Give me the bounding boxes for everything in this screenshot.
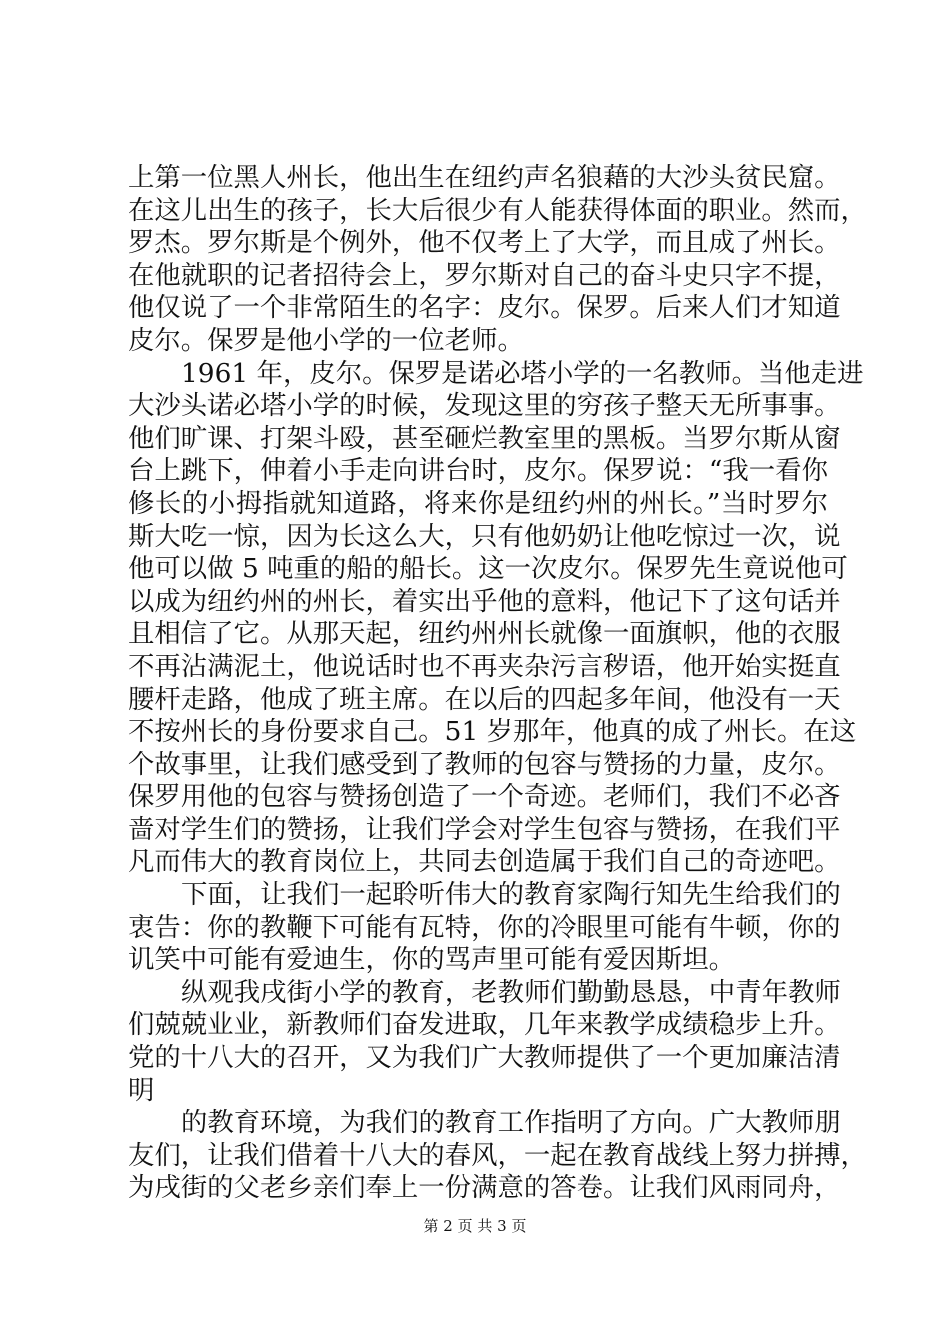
text-line: 以成为纽约州的州长，着实出乎他的意料，他记下了这句话并 xyxy=(128,585,841,617)
paragraph-first-line: 纵观我戌街小学的教育，老教师们勤勤恳恳，中青年教师 xyxy=(181,976,841,1008)
text-line: 罗杰。罗尔斯是个例外，他不仅考上了大学，而且成了州长。 xyxy=(128,227,841,259)
text-line: 他仅说了一个非常陌生的名字：皮尔。保罗。后来人们才知道 xyxy=(128,292,841,324)
text-line: 保罗用他的包容与赞扬创造了一个奇迹。老师们，我们不必吝 xyxy=(128,781,841,813)
paragraph-first-line: 1961 年，皮尔。保罗是诺必塔小学的一名教师。当他走进 xyxy=(181,357,864,389)
text-line: 斯大吃一惊，因为长这么大，只有他奶奶让他吃惊过一次，说 xyxy=(128,520,841,552)
text-line: 党的十八大的召开，又为我们广大教师提供了一个更加廉洁清 xyxy=(128,1042,841,1074)
paragraph-first-line: 下面，让我们一起聆听伟大的教育家陶行知先生给我们的 xyxy=(181,879,841,911)
text-line: 腰杆走路，他成了班主席。在以后的四起多年间，他没有一天 xyxy=(128,683,841,715)
text-line: 大沙头诺必塔小学的时候，发现这里的穷孩子整天无所事事。 xyxy=(128,390,841,422)
text-line: 明 xyxy=(128,1074,155,1106)
text-line: 皮尔。保罗是他小学的一位老师。 xyxy=(128,324,524,356)
text-line: 修长的小拇指就知道路，将来你是纽约州的州长。”当时罗尔 xyxy=(128,487,828,519)
text-line: 凡而伟大的教育岗位上，共同去创造属于我们自己的奇迹吧。 xyxy=(128,846,841,878)
text-line: 讥笑中可能有爱迪生，你的骂声里可能有爱因斯坦。 xyxy=(128,944,735,976)
text-line: 个故事里，让我们感受到了教师的包容与赞扬的力量，皮尔。 xyxy=(128,748,841,780)
text-line: 不再沾满泥土，他说话时也不再夹杂污言秽语，他开始实挺直 xyxy=(128,650,841,682)
text-line: 上第一位黑人州长，他出生在纽约声名狼藉的大沙头贫民窟。 xyxy=(128,162,841,193)
text-line: 在这儿出生的孩子，长大后很少有人能获得体面的职业。然而， xyxy=(128,194,867,226)
text-line: 他可以做 5 吨重的船的船长。这一次皮尔。保罗先生竟说他可 xyxy=(128,553,848,585)
text-line: 不按州长的身份要求自己。51 岁那年，他真的成了州长。在这 xyxy=(128,716,857,748)
text-line: 们兢兢业业，新教师们奋发进取，几年来教学成绩稳步上升。 xyxy=(128,1009,841,1041)
text-line: 啬对学生们的赞扬，让我们学会对学生包容与赞扬，在我们平 xyxy=(128,813,841,845)
page-footer: 第 2 页 共 3 页 xyxy=(423,1217,527,1235)
text-line: 为戌街的父老乡亲们奉上一份满意的答卷。让我们风雨同舟， xyxy=(128,1172,841,1204)
text-line: 台上跳下，伸着小手走向讲台时，皮尔。保罗说：“我一看你 xyxy=(128,455,828,487)
text-line: 他们旷课、打架斗殴，甚至砸烂教室里的黑板。当罗尔斯从窗 xyxy=(128,422,841,454)
document-body xyxy=(128,162,867,1205)
paragraph-first-line: 的教育环境，为我们的教育工作指明了方向。广大教师朋 xyxy=(181,1107,841,1139)
text-line: 衷告：你的教鞭下可能有瓦特，你的冷眼里可能有牛顿，你的 xyxy=(128,911,841,943)
text-line: 友们，让我们借着十八大的春风，一起在教育战线上努力拼搏， xyxy=(128,1139,867,1171)
text-line: 在他就职的记者招待会上，罗尔斯对自己的奋斗史只字不提， xyxy=(128,259,841,291)
text-line: 且相信了它。从那天起，纽约州州长就像一面旗帜，他的衣服 xyxy=(128,618,841,650)
